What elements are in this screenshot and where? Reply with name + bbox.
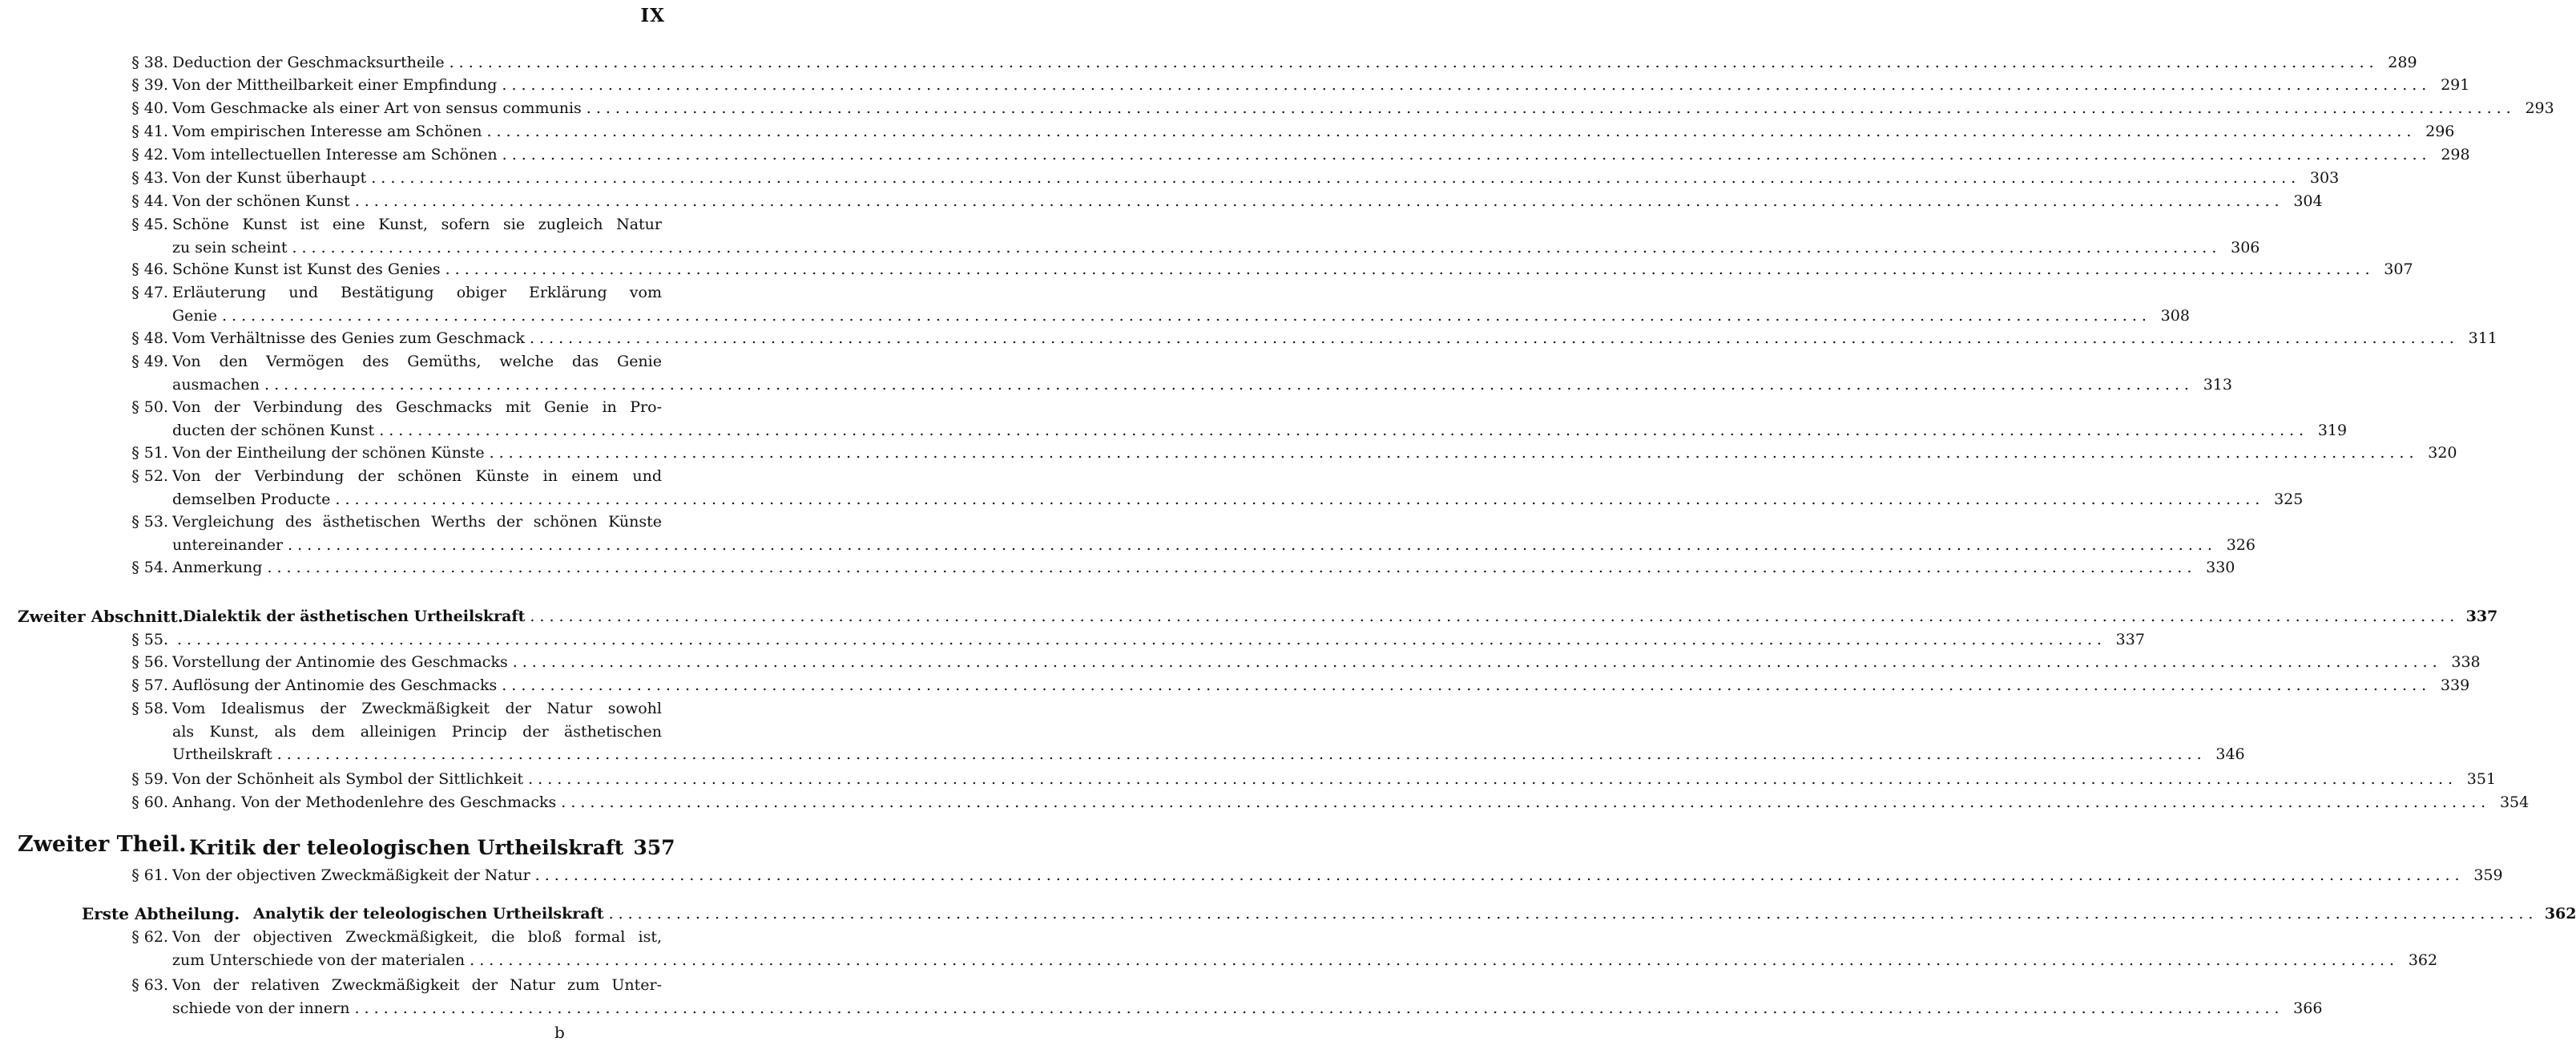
entry-title-line: demselben Producte	[172, 490, 331, 508]
section-number: § 38.	[131, 54, 168, 71]
dot-leader: ........................................................................................................................................................................................................	[292, 238, 2222, 256]
abschnitt-label: Zweiter Abschnitt.	[18, 607, 183, 626]
dot-leader: ........................................................................................................................................................................................................	[502, 146, 2432, 164]
entry-last-line	[172, 791, 2530, 814]
section-number: § 49.	[131, 353, 168, 370]
section-number: § 50.	[131, 398, 168, 416]
page-reference: 319	[2317, 421, 2348, 439]
dot-leader: ........................................................................................................................................................................................................	[288, 535, 2217, 554]
page-reference: 313	[2203, 375, 2232, 394]
entry-title-line: Urtheilskraft	[172, 745, 272, 763]
abtheilung-label: Erste Abtheilung.	[82, 904, 240, 923]
section-number: § 44.	[131, 192, 168, 210]
section-number: § 39.	[131, 76, 168, 94]
page-reference: 325	[2274, 490, 2304, 508]
dot-leader: ........................................................................................................................................................................................................	[529, 329, 2459, 347]
page-reference: 366	[2293, 999, 2323, 1017]
entry-last-line	[172, 120, 2455, 143]
entry-title-line: Genie	[172, 306, 217, 325]
entry-title-line: Von der Schönheit als Symbol der Sittlichkeit	[172, 770, 524, 788]
entry-title-line: Anmerkung	[172, 559, 263, 576]
dot-leader: ........................................................................................................................................................................................................	[489, 444, 2419, 462]
entry-title-line: schiede von der innern	[172, 999, 350, 1017]
dot-leader: ........................................................................................................................................................................................................	[177, 631, 2106, 648]
section-number: § 59.	[131, 770, 168, 788]
entry-title-line: untereinander	[172, 535, 284, 554]
page-reference: 289	[2388, 54, 2417, 71]
section-number: § 40.	[131, 99, 168, 117]
section-number: § 63.	[131, 976, 168, 994]
entry-title-line: Von der schönen Kunst	[172, 192, 350, 210]
entry-title-line: Von der objectiven Zweckmäßigkeit der Natur	[172, 866, 530, 884]
page-reference: 307	[2384, 260, 2413, 278]
dot-leader: ........................................................................................................................................................................................................	[264, 375, 2194, 394]
entry-title-line: Vergleichung des ästhetischen Werths der schönen Künste	[172, 513, 662, 531]
entry-last-line	[253, 903, 2576, 925]
entry-title-line: Vom intellectuellen Interesse am Schönen	[172, 146, 498, 164]
entry-title-line: Von der Verbindung der schönen Künste in einem und	[172, 467, 662, 485]
dot-leader: ........................................................................................................................................................................................................	[335, 490, 2265, 508]
page-reference: 326	[2226, 535, 2256, 554]
entry-last-line	[172, 97, 2554, 119]
entry-last-line	[172, 997, 2323, 1020]
dot-leader: ........................................................................................................................................................................................................	[267, 559, 2197, 576]
section-number: § 45.	[131, 216, 168, 233]
entry-title-line: Schöne Kunst ist eine Kunst, sofern sie zugleich Natur	[172, 216, 662, 233]
entry-last-line	[183, 605, 2498, 628]
entry-title-line: Vom Geschmacke als einer Art von sensus communis	[172, 99, 582, 117]
dot-leader: ........................................................................................................................................................................................................	[276, 745, 2207, 763]
dot-leader: ........................................................................................................................................................................................................	[354, 192, 2284, 210]
dot-leader: ........................................................................................................................................................................................................	[486, 123, 2417, 140]
page-reference: 338	[2451, 653, 2481, 671]
page-reference: 311	[2468, 329, 2497, 347]
page-reference: 304	[2293, 192, 2323, 210]
section-number: § 62.	[131, 928, 168, 946]
entry-title-line: Von der Eintheilung der schönen Künste	[172, 444, 485, 462]
entry-last-line	[172, 949, 2438, 971]
page-reference: 337	[2465, 608, 2498, 625]
entry-title-line: Erläuterung und Bestätigung obiger Erklärung vom	[172, 284, 662, 301]
section-number: § 54.	[131, 559, 168, 576]
section-number: § 61.	[131, 866, 168, 884]
entry-last-line	[172, 674, 2470, 697]
dot-leader: ........................................................................................................................................................................................................	[608, 905, 2538, 923]
entry-title-line: Vom Idealismus der Zweckmäßigkeit der Natur sowohl	[172, 700, 662, 717]
page-reference: 308	[2160, 306, 2190, 325]
page-reference: 354	[2499, 794, 2530, 811]
entry-title-line: ducten der schönen Kunst	[172, 421, 375, 439]
section-number: § 51.	[131, 444, 168, 462]
page-reference: 337	[2115, 631, 2145, 648]
dot-leader: ........................................................................................................................................................................................................	[512, 653, 2442, 671]
entry-last-line	[172, 51, 2417, 74]
dot-leader: ........................................................................................................................................................................................................	[371, 169, 2301, 187]
entry-last-line	[172, 743, 2245, 765]
dot-leader: ........................................................................................................................................................................................................	[449, 54, 2379, 71]
entry-last-line	[172, 74, 2470, 96]
entry-last-line	[172, 488, 2304, 511]
section-number: § 55.	[131, 631, 168, 648]
entry-title-line: Von den Vermögen des Gemüths, welche das Genie	[172, 353, 662, 370]
page-reference: 339	[2440, 676, 2470, 694]
dot-leader: ........................................................................................................................................................................................................	[470, 951, 2400, 969]
section-number: § 56.	[131, 653, 168, 671]
entry-last-line	[172, 143, 2470, 166]
entry-title-line: Auflösung der Antinomie des Geschmacks	[172, 676, 498, 694]
entry-title-line: Von der relativen Zweckmäßigkeit der Natur zum Unter-	[172, 976, 662, 994]
entry-title-line: Analytik der teleologischen Urtheilskraft	[253, 905, 604, 923]
entry-title-line: Deduction der Geschmacksurtheile	[172, 54, 445, 71]
dot-leader: ........................................................................................................................................................................................................	[534, 866, 2465, 884]
dot-leader: ........................................................................................................................................................................................................	[502, 76, 2432, 94]
page-reference: 320	[2428, 444, 2457, 462]
entry-last-line	[172, 651, 2481, 673]
section-number: § 41.	[131, 123, 168, 140]
entry-last-line	[172, 628, 2145, 651]
entry-title-line: Kritik der teleologischen Urtheilskraft	[189, 836, 624, 859]
entry-last-line	[172, 236, 2260, 259]
section-number: § 58.	[131, 700, 168, 717]
entry-last-line	[172, 556, 2235, 579]
page-reference: 291	[2441, 76, 2470, 94]
page-reference: 359	[2473, 866, 2503, 884]
page-reference: 303	[2309, 169, 2340, 187]
entry-last-line	[172, 442, 2457, 464]
entry-last-line	[172, 374, 2232, 396]
entry-title-line: zu sein scheint	[172, 238, 288, 256]
section-number: § 60.	[131, 794, 168, 811]
dot-leader: ........................................................................................................................................................................................................	[502, 676, 2432, 694]
entry-last-line	[189, 836, 675, 859]
entry-last-line	[172, 864, 2503, 886]
dot-leader: ........................................................................................................................................................................................................	[586, 99, 2516, 117]
entry-title-line: Von der Kunst überhaupt	[172, 169, 367, 187]
entry-title-line: Von der Mittheilbarkeit einer Empfindung	[172, 76, 498, 94]
section-number: § 48.	[131, 329, 168, 347]
page-reference: 293	[2525, 99, 2554, 117]
entry-last-line	[172, 258, 2413, 281]
entry-title-line: Vorstellung der Antinomie des Geschmacks	[172, 653, 508, 671]
dot-leader: ........................................................................................................................................................................................................	[221, 306, 2151, 325]
dot-leader: ........................................................................................................................................................................................................	[445, 260, 2375, 278]
entry-last-line	[172, 768, 2497, 790]
page-reference: 357	[633, 836, 675, 859]
dot-leader: ........................................................................................................................................................................................................	[379, 421, 2309, 439]
dot-leader: ........................................................................................................................................................................................................	[530, 608, 2460, 625]
page-reference: 346	[2215, 745, 2245, 763]
entry-last-line	[172, 419, 2348, 442]
section-number: § 42.	[131, 146, 168, 164]
signature-mark: b	[554, 1023, 565, 1042]
entry-last-line	[172, 167, 2340, 189]
page-number-folio: IX	[640, 5, 665, 26]
section-number: § 53.	[131, 513, 168, 531]
entry-last-line	[172, 190, 2323, 212]
entry-title-line: Dialektik der ästhetischen Urtheilskraft	[183, 608, 526, 625]
section-number: § 43.	[131, 169, 168, 187]
entry-last-line	[172, 327, 2497, 349]
section-number: § 57.	[131, 676, 168, 694]
theil-label: Zweiter Theil.	[18, 832, 187, 857]
page-reference: 306	[2231, 238, 2260, 256]
entry-title-line: Von der objectiven Zweckmäßigkeit, die bloß formal ist,	[172, 928, 662, 946]
page-reference: 330	[2206, 559, 2235, 576]
entry-title-line: Vom Verhältnisse des Genies zum Geschmack	[172, 329, 525, 347]
page-reference: 296	[2425, 123, 2455, 140]
dot-leader: ........................................................................................................................................................................................................	[354, 999, 2284, 1017]
section-number: § 52.	[131, 467, 168, 485]
page-reference: 362	[2544, 905, 2576, 923]
dot-leader: ........................................................................................................................................................................................................	[561, 794, 2491, 811]
page-reference: 362	[2408, 951, 2438, 969]
entry-title-line: Vom empirischen Interesse am Schönen	[172, 123, 482, 140]
section-number: § 47.	[131, 284, 168, 301]
dot-leader: ........................................................................................................................................................................................................	[528, 770, 2458, 788]
page-reference: 351	[2466, 770, 2497, 788]
page-reference: 298	[2441, 146, 2470, 164]
entry-title-line: Von der Verbindung des Geschmacks mit Genie in Pro-	[172, 398, 662, 416]
entry-last-line	[172, 305, 2190, 327]
entry-title-line: zum Unterschiede von der materialen	[172, 951, 466, 969]
entry-title-line: ausmachen	[172, 375, 260, 394]
entry-last-line	[172, 534, 2256, 556]
entry-title-line: Schöne Kunst ist Kunst des Genies	[172, 260, 441, 278]
entry-title-line: Anhang. Von der Methodenlehre des Geschmacks	[172, 794, 557, 811]
section-number: § 46.	[131, 260, 168, 278]
entry-title-line: als Kunst, als dem alleinigen Princip der ästhetischen	[172, 722, 662, 741]
